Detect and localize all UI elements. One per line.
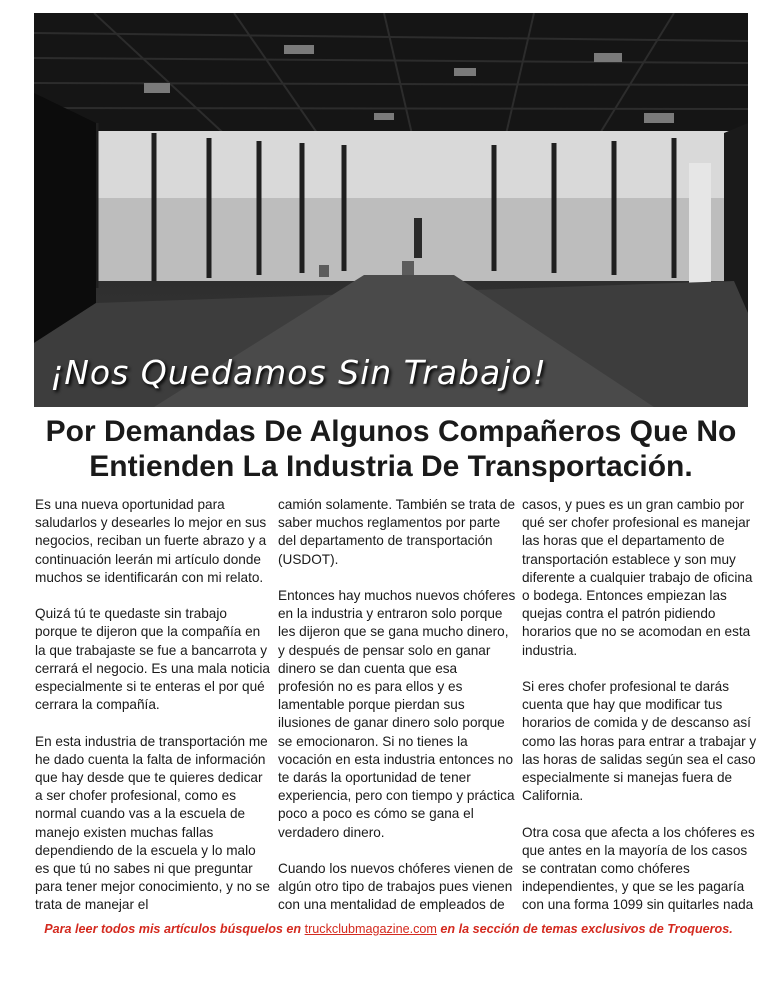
paragraph: Quizá tú te quedaste sin trabajo porque te dijeron que la compañía en la que trabajaste se fue a bancarrota y cerrará el negocio. Es una mala noticia especialmente si te enteras el por qué cerrara la compañía. [35,606,270,713]
footer-note [0,922,777,936]
article-column-3 [522,496,760,914]
paragraph: Es una nueva oportunidad para saludarlos y desearles lo mejor en sus negocios, reciban un fuerte abrazo y a continuación leerán mi artículo donde muchos se identificarán con mi relato. [35,497,267,585]
paragraph: Otra cosa que afecta a los chóferes es que antes en la mayoría de los casos se contratan como chóferes independientes, y que se les pagaría con una forma 1099 sin quitarles nada [522,824,755,913]
hero-title: ¡Nos Quedamos Sin Trabajo! [50,353,547,392]
article-column-2 [278,496,516,914]
hero-photo [34,13,748,407]
footer-text-before: Para leer todos mis artículos búsquelos en [44,922,305,936]
paragraph: En esta industria de transportación me he dado cuenta la falta de información que hay desde que te quieres dedicar a ser chofer profesional, como es normal cuando vas a la escuela de manejo existen muchas fallas dependiendo de la escuela y lo malo es que tú no sabes ni que preguntar para tener mejor conocimiento, y no se trata de manejar el [35,733,270,913]
empty-office-photo [34,13,748,407]
paragraph: camión solamente. También se trata de saber muchos reglamentos por parte del departamento de transportación (USDOT). [278,497,516,567]
footer-text-after: en la sección de temas exclusivos de Troqueros. [436,922,733,936]
article-column-1 [35,496,273,914]
headline-line-2: Entienden La Industria De Transportación. [89,450,693,483]
article-headline [34,414,748,484]
paragraph: Cuando los nuevos chóferes vienen de algún otro tipo de trabajos pues vienen con una mentalidad de empleados de [278,861,514,913]
paragraph: casos, y pues es un gran cambio por qué ser chofer profesional es manejar las horas que el departamento de transportación establece y son muy diferente a cualquier trabajo de oficina o bodega. Entonces empiezan las quejas contra el patrón pidiendo horarios que no se acomodan en esta industria. [522,497,753,658]
headline-line-1: Por Demandas De Algunos Compañeros Que No [45,415,737,448]
website-link[interactable]: truckclubmagazine.com [304,922,437,936]
paragraph: Entonces hay muchos nuevos chóferes en la industria y entraron solo porque les dijeron que se gana mucho dinero, y después de pensar solo en ganar dinero se dan cuenta que esa profesión no es para ellos y es lamentable porque pierdan sus ilusiones de ganar dinero solo porque se emocionaron. Si no tienes la vocación en esta industria entonces no te darás la oportunidad de tener experiencia, pero con tiempo y práctica poco a poco es cómo se gana el verdadero dinero. [278,588,516,840]
paragraph: Si eres chofer profesional te darás cuenta que hay que modificar tus horarios de comida y de descanso así como las horas para entrar a trabajar y las horas de salidas según sea el caso especialmente si manejas fuera de California. [522,679,757,804]
